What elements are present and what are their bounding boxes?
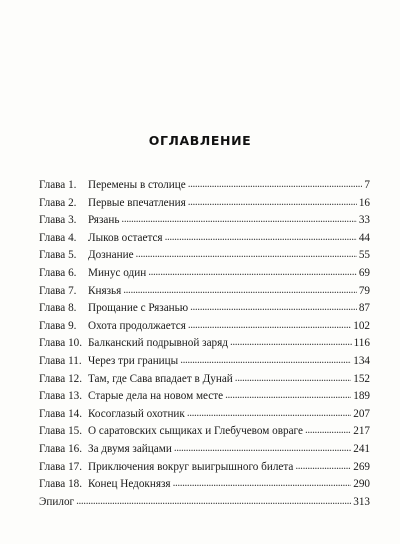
dot-leader <box>174 440 351 458</box>
toc-entry-5 <box>39 247 370 265</box>
page-number: 241 <box>353 442 370 455</box>
chapter-title: Конец Недокнязя <box>88 478 171 491</box>
chapter-number: 5. <box>68 249 77 262</box>
chapter-number: 18. <box>68 478 83 491</box>
chapter-title: Прощание с Рязанью <box>88 302 189 315</box>
chapter-number: 9. <box>68 319 77 332</box>
dot-leader <box>121 211 356 229</box>
toc-entry-9 <box>39 318 370 336</box>
dot-leader <box>123 282 357 300</box>
chapter-label: Глава <box>39 407 66 420</box>
chapter-title: За двумя зайцами <box>88 442 172 455</box>
toc-entry-14 <box>39 406 370 424</box>
toc-entry-13 <box>39 388 370 406</box>
page-number: 44 <box>358 231 370 244</box>
chapter-label: Глава <box>39 425 66 438</box>
page-number: 189 <box>353 390 370 403</box>
chapter-number: 10. <box>68 337 83 350</box>
chapter-number: 16. <box>68 442 83 455</box>
chapter-title: Минус один <box>88 266 147 279</box>
dot-leader <box>230 334 352 352</box>
page-number: 116 <box>353 337 370 350</box>
page-number: 87 <box>358 302 370 315</box>
chapter-label: Глава <box>39 460 66 473</box>
page-number: 33 <box>358 214 370 227</box>
toc-entry-8 <box>39 300 370 318</box>
dot-leader <box>188 194 357 212</box>
chapter-title: Первые впечатления <box>88 196 186 209</box>
chapter-label: Глава <box>39 266 66 279</box>
toc-entry-15 <box>39 423 370 441</box>
page-number: 290 <box>353 478 370 491</box>
chapter-label: Глава <box>39 284 66 297</box>
chapter-number: 3. <box>68 214 77 227</box>
page-number: 7 <box>364 179 370 191</box>
toc-entry-6 <box>39 265 370 283</box>
chapter-number: 15. <box>68 425 83 438</box>
page-number: 69 <box>358 266 370 279</box>
chapter-label: Глава <box>39 249 66 262</box>
page-number: 102 <box>353 319 370 332</box>
dot-leader <box>295 458 351 476</box>
toc-entry-2 <box>39 195 370 213</box>
toc-entry-17 <box>39 459 370 477</box>
toc-entry-10 <box>39 335 370 353</box>
toc-entry-16 <box>39 441 370 459</box>
page-number: 269 <box>353 460 370 473</box>
chapter-label: Глава <box>39 372 66 385</box>
chapter-title: Через три границы <box>88 354 179 367</box>
dot-leader <box>188 317 351 335</box>
chapter-number: 1. <box>68 179 77 191</box>
dot-leader <box>76 493 351 511</box>
chapter-label: Глава <box>39 196 66 209</box>
chapter-number: 4. <box>68 231 77 244</box>
dot-leader <box>148 264 357 282</box>
chapter-label: Глава <box>39 214 66 227</box>
chapter-label: Глава <box>39 231 66 244</box>
chapter-number: 14. <box>68 407 83 420</box>
chapter-title: Охота продолжается <box>88 319 186 332</box>
chapter-number: 6. <box>68 266 77 279</box>
dot-leader <box>188 176 363 194</box>
chapter-label: Глава <box>39 478 66 491</box>
chapter-title: Балканский подрывной заряд <box>88 337 228 350</box>
dot-leader <box>173 475 352 493</box>
dot-leader <box>180 352 351 370</box>
page-number: 55 <box>358 249 370 262</box>
dot-leader <box>190 299 357 317</box>
page-number: 79 <box>358 284 370 297</box>
dot-leader <box>165 229 357 247</box>
dot-leader <box>235 370 351 388</box>
toc-entry-1 <box>39 177 370 195</box>
chapter-label: Глава <box>39 354 66 367</box>
epilog-title: Эпилог <box>39 495 75 508</box>
chapter-number: 8. <box>68 302 77 315</box>
page-number: 16 <box>358 196 370 209</box>
toc-title: ОГЛАВЛЕНИЕ <box>148 133 252 148</box>
toc-entry-epilog <box>39 494 370 512</box>
dot-leader <box>305 422 351 440</box>
page-number: 217 <box>353 425 370 438</box>
toc-entry-3 <box>39 212 370 230</box>
toc-entry-18 <box>39 476 370 494</box>
chapter-title: Косоглазый охотник <box>88 407 185 420</box>
chapter-label: Глава <box>39 390 66 403</box>
dot-leader <box>187 405 351 423</box>
dot-leader <box>136 246 357 264</box>
chapter-label: Глава <box>39 179 66 191</box>
chapter-number: 12. <box>68 372 83 385</box>
page-number: 313 <box>353 495 370 508</box>
chapter-number: 11. <box>68 354 82 367</box>
chapter-number: 2. <box>68 196 77 209</box>
chapter-label: Глава <box>39 337 66 350</box>
table-of-contents <box>39 177 370 511</box>
toc-entry-7 <box>39 283 370 301</box>
chapter-title: Дознание <box>88 249 134 262</box>
chapter-title: О саратовских сыщиках и Глебучевом овраге <box>88 425 303 438</box>
chapter-title: Рязань <box>88 214 120 227</box>
chapter-number: 13. <box>68 390 83 403</box>
chapter-title: Перемены в столице <box>88 179 186 191</box>
chapter-label: Глава <box>39 302 66 315</box>
chapter-label: Глава <box>39 319 66 332</box>
chapter-title: Старые дела на новом месте <box>88 390 224 403</box>
page-number: 152 <box>353 372 370 385</box>
page-number: 134 <box>353 354 370 367</box>
chapter-number: 17. <box>68 460 83 473</box>
chapter-title: Там, где Сава впадает в Дунай <box>88 372 233 385</box>
toc-entry-12 <box>39 371 370 389</box>
toc-entry-4 <box>39 230 370 248</box>
chapter-title: Лыков остается <box>88 231 163 244</box>
chapter-title: Приключения вокруг выигрышного билета <box>88 460 294 473</box>
page-number: 207 <box>353 407 370 420</box>
dot-leader <box>225 387 351 405</box>
toc-entry-11 <box>39 353 370 371</box>
chapter-number: 7. <box>68 284 77 297</box>
chapter-label: Глава <box>39 442 66 455</box>
chapter-title: Князья <box>88 284 122 297</box>
